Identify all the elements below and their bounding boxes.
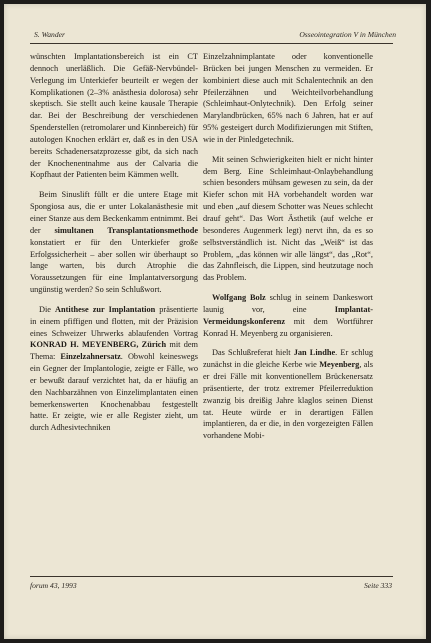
paragraph bbox=[30, 189, 198, 296]
paragraph-text: Einzelzahnimplantate oder konventionelle Brücken bei jungen Menschen zu vermeiden. Er kombiniert diese auch mit Schalentechnik an den Pfeilerzähnen und Weichteilvorbehandlung (Schleimhaut-Onlytechnik). Den Erfolg seiner Marylandbrücken, 65% nach 6 Jahren, hat er auf 95% gesteigert durch Modifizierungen mit Stiften, wie in der Pinledgetechnik. bbox=[203, 52, 373, 144]
page-number: Seite 333 bbox=[363, 581, 392, 590]
paragraph-text: schlug in seinem Dankeswort launig vor, eine bbox=[203, 293, 373, 314]
bold-term: simultanen Transplantationsmethode bbox=[54, 225, 199, 235]
paragraph-text: . Er schlug zunächst in die gleiche Kerbe wie bbox=[203, 348, 374, 370]
paragraph-text: wünschten Implantationsbereich ist ein CT dennoch unerläßlich. Die Gefäß-Nervbündel-Verlegung im Unterkiefer beurteilt er wegen der Komplikationen (2–3% anästhesia dolorosa) sehr skeptisch. Sie stellt auch keine kausale Therapie dar. Bei der Beschreibung der verschiedenen Spenderstellen (retromolarer und Kinnbereich) für autologen Knochen erklärt er, daß es in den USA bereits Schadenersatzprozesse gibt, da sich nach der Knochenentnahme aus der Calvaria die Kopfhaut der Patienten beim Kämmen wellt. bbox=[30, 52, 198, 180]
paragraph-text: Beim Sinuslift füllt er die untere Etage mit Spongiosa aus, die er unter Lokalanästhesie mit einer Stanze aus dem Beckenkamm entnimmt. Bei der bbox=[30, 190, 198, 235]
bold-term: Einzelzahnersatz bbox=[60, 352, 121, 362]
paragraph-text: mit dem Thema: bbox=[30, 340, 198, 362]
paragraph-text: Mit seinen Schwierigkeiten hielt er nicht hinter dem Berg. Eine Schleimhaut-Onlaybehandlung schien besonders mühsam gewesen zu sein, da der Kiefer schon mit HA vorbehandelt worden war und eben „auf diesem Schotter was Neues schlecht drauf geht“. Das Wort Ästhetik (auf welche er besonderes Augenmerk legt) nervt ihn, da es so selbstverständlich ist. Nicht das „Weiß“ ist das Problem, „das können wir alle längst“, das „Rot“, das Zahnfleisch, die Lippen, sind heutzutage noch das Problem. bbox=[203, 154, 373, 283]
bold-term: Jan Lindhe bbox=[293, 348, 336, 358]
header-author: S. Wander bbox=[34, 30, 65, 39]
header-title: Osseointegration V in München bbox=[299, 30, 396, 39]
bold-term: KONRAD H. MEYENBERG, Zürich bbox=[30, 340, 167, 350]
paragraph-text: mit dem Wortführer Konrad H. Meyenberg zu organisieren. bbox=[203, 316, 373, 338]
header-rule bbox=[30, 43, 393, 44]
bold-term: Meyenberg bbox=[319, 360, 360, 370]
footer-journal: forum 43, 1993 bbox=[30, 581, 77, 590]
paragraph bbox=[203, 51, 373, 146]
paragraph bbox=[203, 347, 373, 442]
bold-term: Wolfgang Bolz bbox=[212, 293, 266, 303]
paragraph-text: Das Schlußreferat hielt bbox=[212, 348, 294, 358]
paragraph bbox=[30, 304, 198, 434]
paragraph-text: . Obwohl keineswegs ein Gegner der Implantologie, zeigte er Fälle, wo er bewußt darauf verzichtet hat, da er häufig an den Nachbarzähnen von Einzelimplantaten einen bemerkenswerten Knochenabbau festgestellt hatte. Er zeigte, wie er alle Register zieht, um durch Adhesivtechniken bbox=[30, 352, 198, 433]
paragraph-text: konstatiert er für den Unterkiefer große Erfolgssicherheit – aber sollen wir überhaupt so lange warten, bis durch Atrophie die Voraussetzungen für eine Implantatversorgung ungünstig werden? So sein Schlußwort. bbox=[30, 237, 198, 295]
paragraph-text: , als er drei Fälle mit konventionellem Brückenersatz präsentierte, der trotz extremer Pfeilerreduktion zwanzig bis dreißig Jahre klaglos seinen Dienst tat. Heute würde er in derartigen Fällen implantieren, da er die, in den vorgezeigten Fällen vorhandene Mobi- bbox=[203, 360, 374, 441]
right-column bbox=[203, 51, 373, 450]
paragraph bbox=[203, 154, 373, 284]
bold-term: Implantat-Vermeidungskonferenz bbox=[203, 304, 373, 326]
bold-term: Antithese zur Implantation bbox=[55, 304, 156, 314]
paragraph-text: präsentierte in einem pfiffigen und flotten, mit der Präzision eines Schweizer Uhrwerks ablaufenden Vortrag bbox=[30, 304, 198, 338]
paragraph bbox=[30, 51, 198, 181]
left-column bbox=[30, 51, 198, 442]
paragraph bbox=[203, 292, 373, 339]
paragraph-text: Die bbox=[39, 304, 56, 314]
footer-rule bbox=[30, 576, 393, 577]
